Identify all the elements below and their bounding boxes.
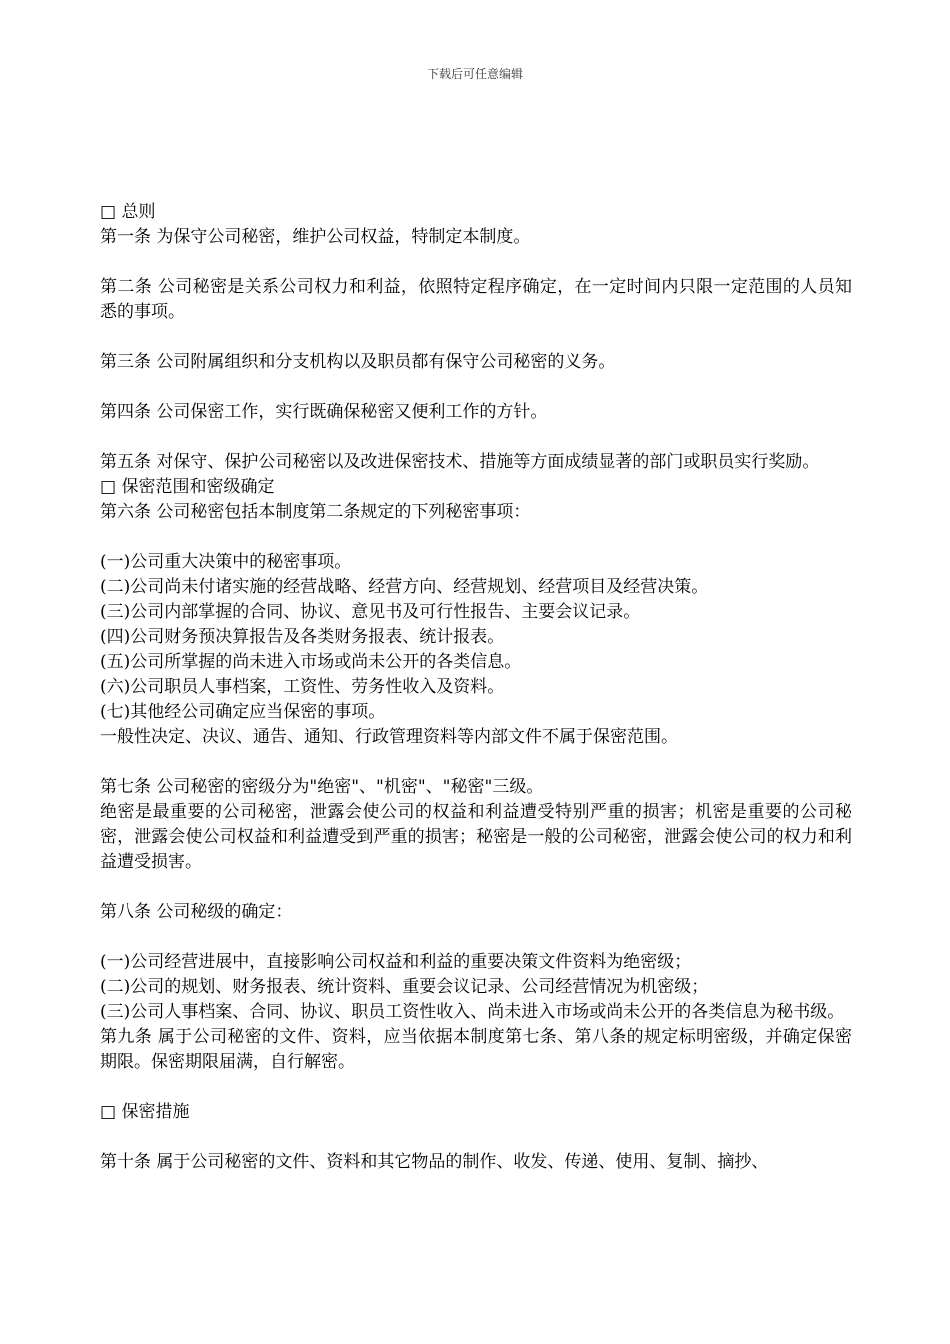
article-2: 第二条 公司秘密是关系公司权力和利益，依照特定程序确定，在一定时间内只限一定范围的人员知悉的事项。	[100, 277, 852, 322]
article-1: 第一条 为保守公司秘密，维护公司权益，特制定本制度。	[100, 227, 531, 247]
article-8-item: (一)公司经营进展中，直接影响公司权益和利益的重要决策文件资料为绝密级；	[100, 952, 692, 972]
article-3: 第三条 公司附属组织和分支机构以及职员都有保守公司秘密的义务。	[100, 352, 616, 372]
article-7: 第七条 公司秘密的密级分为"绝密"、"机密"、"秘密"三级。	[100, 777, 544, 797]
article-6-item: (一)公司重大决策中的秘密事项。	[100, 552, 352, 572]
article-6-item: (五)公司所掌握的尚未进入市场或尚未公开的各类信息。	[100, 652, 522, 672]
blank-line	[100, 925, 852, 950]
blank-line	[100, 250, 852, 275]
blank-line	[100, 875, 852, 900]
blank-line	[100, 1125, 852, 1150]
article-6: 第六条 公司秘密包括本制度第二条规定的下列秘密事项：	[100, 502, 531, 522]
blank-line	[100, 750, 852, 775]
section-heading-measures: □ 保密措施	[100, 1102, 190, 1122]
article-4: 第四条 公司保密工作，实行既确保秘密又便利工作的方针。	[100, 402, 548, 422]
section-heading-general: □ 总则	[100, 202, 156, 222]
article-9: 第九条 属于公司秘密的文件、资料，应当依据本制度第七条、第八条的规定标明密级，并确定保密期限。保密期限届满，自行解密。	[100, 1027, 852, 1072]
article-8: 第八条 公司秘级的确定：	[100, 902, 293, 922]
article-6-item: (三)公司内部掌握的合同、协议、意见书及可行性报告、主要会议记录。	[100, 602, 641, 622]
article-6-note: 一般性决定、决议、通告、通知、行政管理资料等内部文件不属于保密范围。	[100, 727, 678, 747]
blank-line	[100, 1075, 852, 1100]
blank-line	[100, 375, 852, 400]
blank-line	[100, 325, 852, 350]
document-body	[100, 200, 852, 1175]
article-6-item: (四)公司财务预决算报告及各类财务报表、统计报表。	[100, 627, 505, 647]
article-6-item: (二)公司尚未付诸实施的经营战略、经营方向、经营规划、经营项目及经营决策。	[100, 577, 709, 597]
article-7-detail: 绝密是最重要的公司秘密，泄露会使公司的权益和利益遭受特别严重的损害；机密是重要的公司秘密，泄露会使公司权益和利益遭受到严重的损害；秘密是一般的公司秘密，泄露会使公司的权力和利益遭受损害。	[100, 802, 852, 872]
article-10: 第十条 属于公司秘密的文件、资料和其它物品的制作、收发、传递、使用、复制、摘抄、	[100, 1152, 769, 1172]
blank-line	[100, 525, 852, 550]
article-8-item: (三)公司人事档案、合同、协议、职员工资性收入、尚未进入市场或尚未公开的各类信息为秘书级。	[100, 1002, 845, 1022]
article-6-item: (七)其他经公司确定应当保密的事项。	[100, 702, 386, 722]
article-5: 第五条 对保守、保护公司秘密以及改进保密技术、措施等方面成绩显著的部门或职员实行奖励。	[100, 452, 820, 472]
section-heading-scope: □ 保密范围和密级确定	[100, 477, 275, 497]
article-8-item: (二)公司的规划、财务报表、统计资料、重要会议记录、公司经营情况为机密级；	[100, 977, 709, 997]
article-6-item: (六)公司职员人事档案，工资性、劳务性收入及资料。	[100, 677, 505, 697]
page-header: 下载后可任意编辑	[426, 67, 523, 81]
blank-line	[100, 425, 852, 450]
